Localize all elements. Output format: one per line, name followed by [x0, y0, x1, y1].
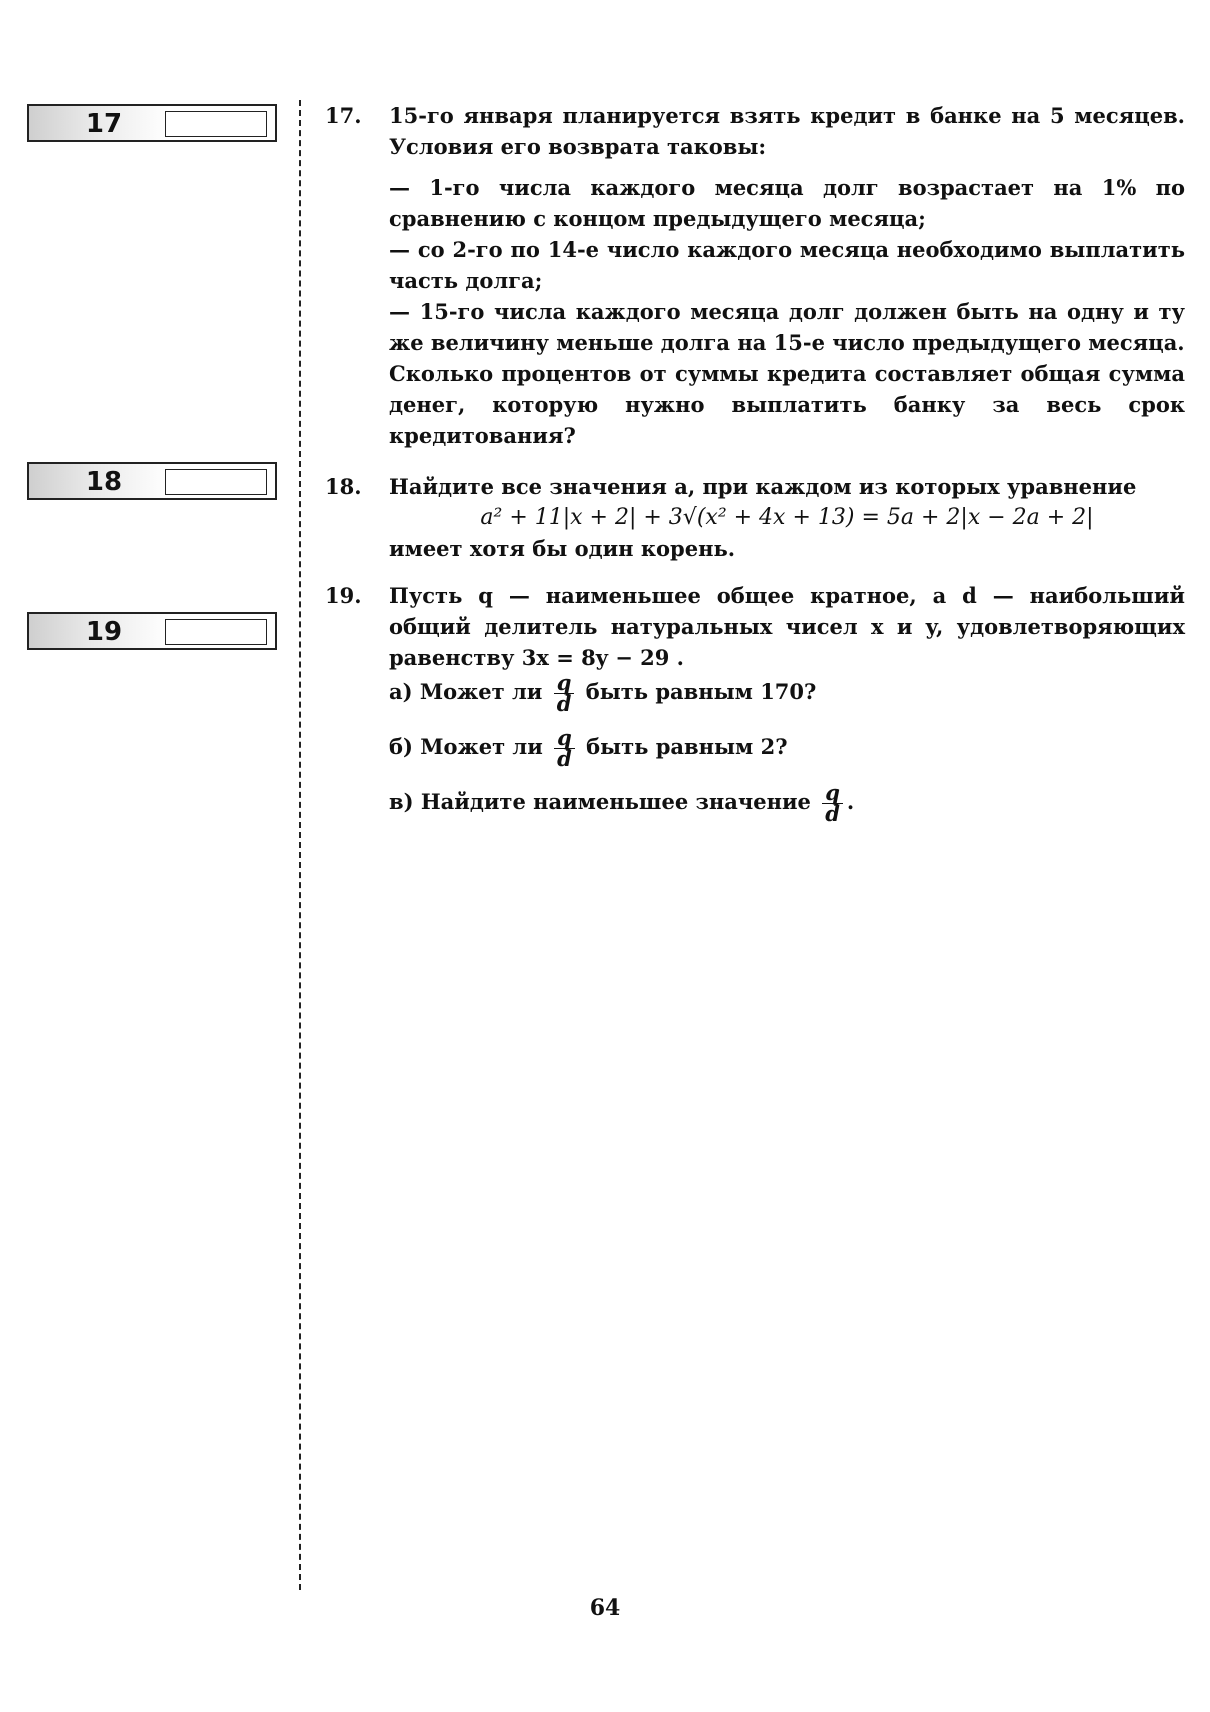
- task-19: [325, 580, 1185, 824]
- task-outro: имеет хотя бы один корень.: [389, 536, 736, 561]
- answer-field[interactable]: [165, 619, 267, 645]
- answer-field[interactable]: [165, 111, 267, 137]
- tasks-column: [325, 100, 1185, 824]
- fraction-q-over-d: $\frac{q}{d}$: [822, 783, 843, 824]
- task-condition: — 1-го числа каждого месяца долг возрастает на 1% по сравнению с концом предыдущего месяца;: [389, 175, 1185, 231]
- page-number: 64: [589, 1595, 621, 1621]
- subquestion-suffix: .: [846, 789, 855, 814]
- cut-line: [299, 100, 301, 1590]
- subquestion-prefix: в) Найдите наименьшее значение: [389, 789, 811, 814]
- fraction-q-over-d: $\frac{q}{d}$: [554, 728, 575, 769]
- subquestion-prefix: а) Может ли: [389, 679, 543, 704]
- subquestion-b: [389, 725, 1185, 771]
- answer-box-19: [27, 612, 277, 650]
- subquestion-prefix: б) Может ли: [389, 734, 543, 759]
- task-18: [325, 471, 1185, 564]
- task-condition: — 15-го числа каждого месяца долг должен быть на одну и ту же величину меньше долга на 15-е число предыдущего месяца.: [389, 299, 1185, 355]
- task-number: 18.: [325, 474, 362, 499]
- task-intro: 15-го января планируется взять кредит в банке на 5 месяцев. Условия его возврата таковы:: [389, 103, 1185, 159]
- answer-box-18: [27, 462, 277, 500]
- task-condition: — со 2-го по 14-е число каждого месяца необходимо выплатить часть долга;: [389, 237, 1185, 293]
- subquestion-c: [389, 780, 1185, 826]
- task-question: Сколько процентов от суммы кредита составляет общая сумма денег, которую нужно выплатить банку за весь срок кредитования?: [389, 361, 1185, 448]
- subquestion-suffix: быть равным 2?: [586, 734, 788, 759]
- fraction-q-over-d: $\frac{q}{d}$: [554, 673, 575, 714]
- answer-field[interactable]: [165, 469, 267, 495]
- task-intro: Пусть q — наименьшее общее кратное, а d — наибольший общий делитель натуральных чисел x и y, удовлетворяющих равенству 3x = 8y − 29 .: [389, 583, 1185, 670]
- subquestion-suffix: быть равным 170?: [585, 679, 817, 704]
- equation: a² + 11|x + 2| + 3√(x² + 4x + 13) = 5a + 2|x − 2a + 2|: [480, 505, 1094, 530]
- task-17: [325, 100, 1185, 451]
- answer-box-label: 17: [85, 109, 123, 139]
- task-number: 19.: [325, 583, 362, 608]
- task-intro: Найдите все значения a, при каждом из которых уравнение: [389, 474, 1137, 499]
- subquestion-a: [389, 670, 1185, 716]
- answer-box-17: [27, 104, 277, 142]
- answer-box-label: 19: [85, 617, 123, 647]
- task-number: 17.: [325, 103, 362, 128]
- answer-box-label: 18: [85, 467, 123, 497]
